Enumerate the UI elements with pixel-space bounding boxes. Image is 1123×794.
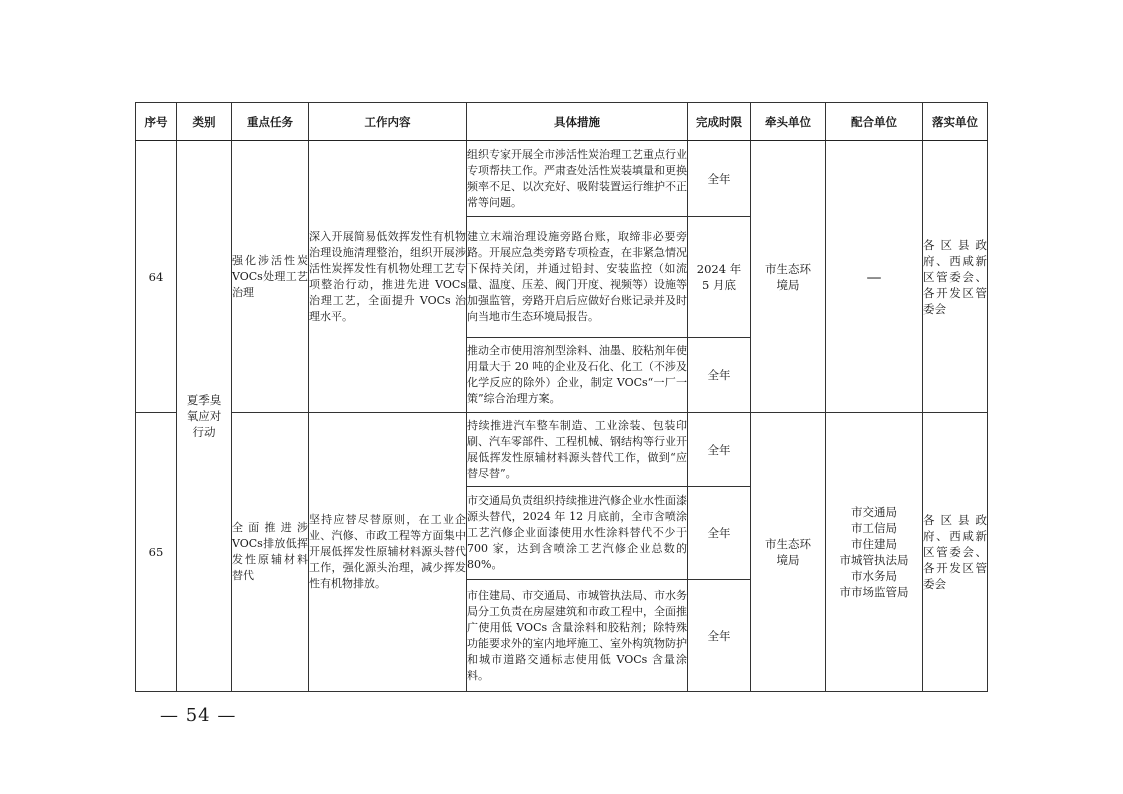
measure-cell: 持续推进汽车整车制造、工业涂装、包装印刷、汽车零部件、工程机械、钢结构等行业开展低挥发性原辅材料源头替代工作，做到“应替尽替”。 [467, 413, 688, 487]
header-impl: 落实单位 [923, 103, 988, 141]
lead-cell: 市生态环境局 [751, 413, 826, 692]
task-table [135, 102, 988, 692]
deadline-cell: 全年 [688, 487, 751, 580]
measure-cell: 市交通局负责组织持续推进汽修企业水性面漆源头替代，2024 年 12 月底前，全市含喷涂工艺汽修企业面漆使用水性涂料替代不少于 700 家，达到含喷涂工艺汽修企业总数的 80%。 [467, 487, 688, 580]
header-deadline: 完成时限 [688, 103, 751, 141]
header-content: 工作内容 [309, 103, 467, 141]
task-cell: 全面推进涉VOCs排放低挥发性原辅材料替代 [232, 413, 309, 692]
content-cell: 深入开展简易低效挥发性有机物治理设施清理整治，组织开展涉活性炭挥发性有机物处理工艺专项整治行动，推进先进 VOCs 治理工艺，全面提升 VOCs 治理水平。 [309, 141, 467, 413]
measure-cell: 建立末端治理设施旁路台账，取缔非必要旁路。开展应急类旁路专项检查，在非紧急情况下保持关闭，并通过铅封、安装监控（如流量、温度、压差、阀门开度、视频等）设施等加强监管，旁路开启后应做好台账记录并及时向当地市生态环境局报告。 [467, 217, 688, 338]
header-lead: 牵头单位 [751, 103, 826, 141]
lead-cell: 市生态环境局 [751, 141, 826, 413]
measure-cell: 组织专家开展全市涉活性炭治理工艺重点行业专项帮扶工作。严肃查处活性炭装填量和更换频率不足、以次充好、吸附装置运行维护不正常等问题。 [467, 141, 688, 217]
coop-cell: — [826, 141, 923, 413]
task-cell: 强化涉活性炭VOCs处理工艺治理 [232, 141, 309, 413]
deadline-cell: 全年 [688, 413, 751, 487]
header-coop: 配合单位 [826, 103, 923, 141]
measure-cell: 市住建局、市交通局、市城管执法局、市水务局分工负责在房屋建筑和市政工程中，全面推广使用低 VOCs 含量涂料和胶粘剂；除特殊功能要求外的室内地坪施工、室外构筑物防护和城市道路交通标志使用低 VOCs 含量涂料。 [467, 580, 688, 692]
deadline-cell: 全年 [688, 338, 751, 413]
header-measures: 具体措施 [467, 103, 688, 141]
impl-cell: 各区县政府、西咸新区管委会、各开发区管委会 [923, 413, 988, 692]
measure-cell: 推动全市使用溶剂型涂料、油墨、胶粘剂年使用量大于 20 吨的企业及石化、化工（不涉及化学反应的除外）企业，制定 VOCs“一厂一策”综合治理方案。 [467, 338, 688, 413]
table-row [136, 413, 988, 487]
impl-cell: 各区县政府、西咸新区管委会、各开发区管委会 [923, 141, 988, 413]
header-task: 重点任务 [232, 103, 309, 141]
deadline-cell: 全年 [688, 580, 751, 692]
content-cell: 坚持应替尽替原则，在工业企业、汽修、市政工程等方面集中开展低挥发性原辅材料源头替代工作，强化源头治理，减少挥发性有机物排放。 [309, 413, 467, 692]
header-seq: 序号 [136, 103, 177, 141]
category-cell: 夏季臭氧应对行动 [177, 141, 232, 692]
row-seq: 65 [136, 413, 177, 692]
row-seq: 64 [136, 141, 177, 413]
table-header-row [136, 103, 988, 141]
deadline-cell: 2024 年 5 月底 [688, 217, 751, 338]
coop-cell: 市交通局 市工信局 市住建局 市城管执法局 市水务局 市市场监管局 [826, 413, 923, 692]
header-category: 类别 [177, 103, 232, 141]
table-row [136, 141, 988, 217]
page-number: — 54 — [160, 705, 237, 726]
deadline-cell: 全年 [688, 141, 751, 217]
